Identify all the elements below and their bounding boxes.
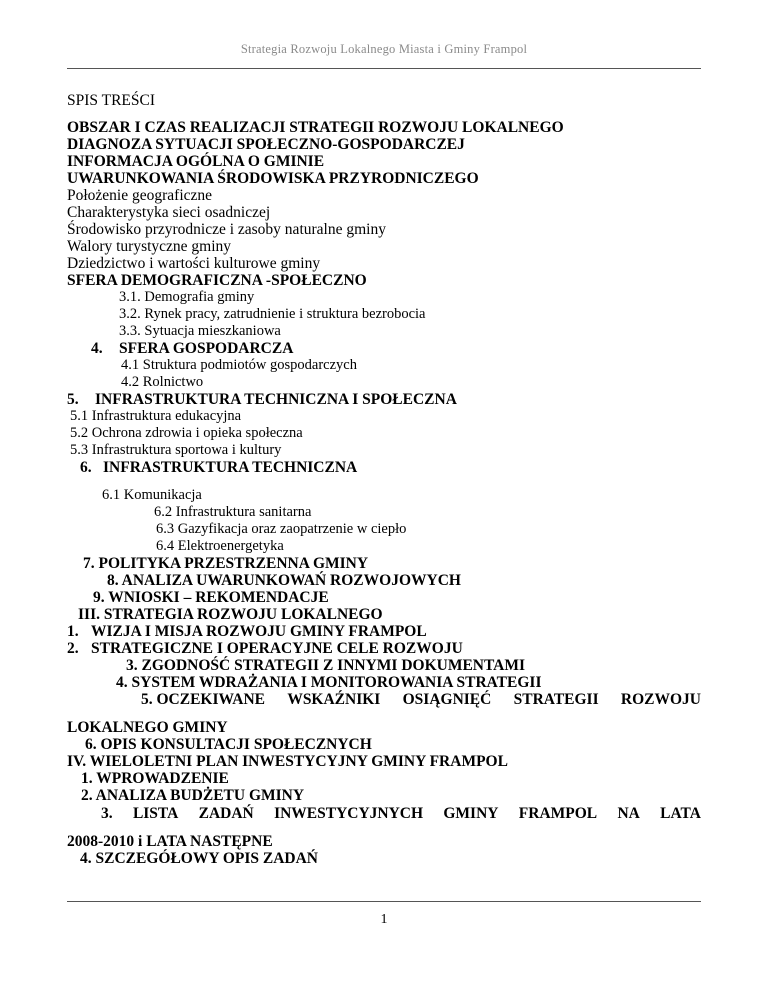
toc-entry: LOKALNEGO GMINY xyxy=(67,719,228,736)
toc-word: 5. OCZEKIWANE xyxy=(141,691,266,708)
toc-entry-number: 2. xyxy=(67,640,79,657)
toc-word: INWESTYCYJNYCH xyxy=(274,805,424,822)
toc-entry: INFRASTRUKTURA TECHNICZNA I SPOŁECZNA xyxy=(95,391,457,408)
page-number: 1 xyxy=(380,912,388,927)
toc-word: LATA xyxy=(660,805,701,822)
toc-entry: 6.4 Elektroenergetyka xyxy=(156,538,284,554)
toc-entry: 6. OPIS KONSULTACJI SPOŁECZNYCH xyxy=(85,736,372,753)
toc-entry: III. STRATEGIA ROZWOJU LOKALNEGO xyxy=(78,606,383,623)
toc-entry: Dziedzictwo i wartości kulturowe gminy xyxy=(67,255,321,272)
toc-entry: SFERA GOSPODARCZA xyxy=(119,340,294,357)
toc-entry: 1. WPROWADZENIE xyxy=(81,770,229,787)
toc-entry-number: 4. xyxy=(91,340,103,357)
toc-word: NA xyxy=(617,805,640,822)
toc-entry-number: 5. xyxy=(67,391,79,408)
toc-entry: 6.2 Infrastruktura sanitarna xyxy=(154,504,312,520)
toc-word: ZADAŃ xyxy=(198,805,254,822)
toc-entry: 5.3 Infrastruktura sportowa i kultury xyxy=(70,442,282,458)
toc-entry: 2008-2010 i LATA NASTĘPNE xyxy=(67,833,273,850)
toc-entry: UWARUNKOWANIA ŚRODOWISKA PRZYRODNICZEGO xyxy=(67,170,479,187)
header-rule xyxy=(67,68,701,69)
toc-heading: SPIS TREŚCI xyxy=(67,92,156,109)
toc-word: LISTA xyxy=(132,805,179,822)
toc-entry: 3.1. Demografia gminy xyxy=(119,289,255,305)
toc-word: WSKAŹNIKI xyxy=(287,691,381,708)
toc-entry: 9. WNIOSKI – REKOMENDACJE xyxy=(93,589,329,606)
toc-entry: Położenie geograficzne xyxy=(67,187,213,204)
toc-entry: Charakterystyka sieci osadniczej xyxy=(67,204,271,221)
toc-entry-justified xyxy=(101,805,701,822)
toc-entry-justified xyxy=(141,691,701,708)
toc-entry: WIZJA I MISJA ROZWOJU GMINY FRAMPOL xyxy=(91,623,427,640)
toc-entry: IV. WIELOLETNI PLAN INWESTYCYJNY GMINY FRAMPOL xyxy=(67,753,508,770)
toc-entry-number: 6. xyxy=(80,459,92,476)
toc-entry: 5.2 Ochrona zdrowia i opieka społeczna xyxy=(70,425,303,441)
running-header: Strategia Rozwoju Lokalnego Miasta i Gminy Frampol xyxy=(240,42,528,56)
toc-entry: STRATEGICZNE I OPERACYJNE CELE ROZWOJU xyxy=(91,640,463,657)
toc-entry: 6.3 Gazyfikacja oraz zaopatrzenie w ciepło xyxy=(156,521,407,537)
toc-word: OSIĄGNIĘĆ xyxy=(402,691,492,708)
toc-entry: 3. ZGODNOŚĆ STRATEGII Z INNYMI DOKUMENTAMI xyxy=(126,657,526,674)
toc-entry: Środowisko przyrodnicze i zasoby naturalne gminy xyxy=(67,221,386,238)
toc-entry: 4. SYSTEM WDRAŻANIA I MONITOROWANIA STRATEGII xyxy=(116,674,542,691)
toc-entry: 4.1 Struktura podmiotów gospodarczych xyxy=(121,357,357,373)
toc-entry: 6.1 Komunikacja xyxy=(102,487,202,503)
toc-word: GMINY xyxy=(443,805,499,822)
toc-entry: 3.3. Sytuacja mieszkaniowa xyxy=(119,323,281,339)
toc-entry: INFRASTRUKTURA TECHNICZNA xyxy=(103,459,358,476)
toc-entry: 4. SZCZEGÓŁOWY OPIS ZADAŃ xyxy=(80,850,318,867)
toc-entry: 3.2. Rynek pracy, zatrudnienie i struktura bezrobocia xyxy=(119,306,426,322)
toc-word: ROZWOJU xyxy=(620,691,701,708)
toc-entry: INFORMACJA OGÓLNA O GMINIE xyxy=(67,153,325,170)
footer-rule xyxy=(67,901,701,902)
toc-entry: 4.2 Rolnictwo xyxy=(121,374,204,390)
toc-entry: 7. POLITYKA PRZESTRZENNA GMINY xyxy=(83,555,369,572)
toc-entry: DIAGNOZA SYTUACJI SPOŁECZNO-GOSPODARCZEJ xyxy=(67,136,465,153)
toc-entry: 8. ANALIZA UWARUNKOWAŃ ROZWOJOWYCH xyxy=(107,572,461,589)
toc-entry: OBSZAR I CZAS REALIZACJI STRATEGII ROZWOJU LOKALNEGO xyxy=(67,119,564,136)
toc-entry: 2. ANALIZA BUDŻETU GMINY xyxy=(81,787,305,804)
toc-word: STRATEGII xyxy=(513,691,599,708)
toc-entry: Walory turystyczne gminy xyxy=(67,238,232,255)
toc-entry: SFERA DEMOGRAFICZNA -SPOŁECZNO xyxy=(67,272,367,289)
toc-entry: 5.1 Infrastruktura edukacyjna xyxy=(70,408,242,424)
toc-word: FRAMPOL xyxy=(518,805,598,822)
toc-entry-number: 1. xyxy=(67,623,79,640)
toc-word: 3. xyxy=(101,805,113,822)
